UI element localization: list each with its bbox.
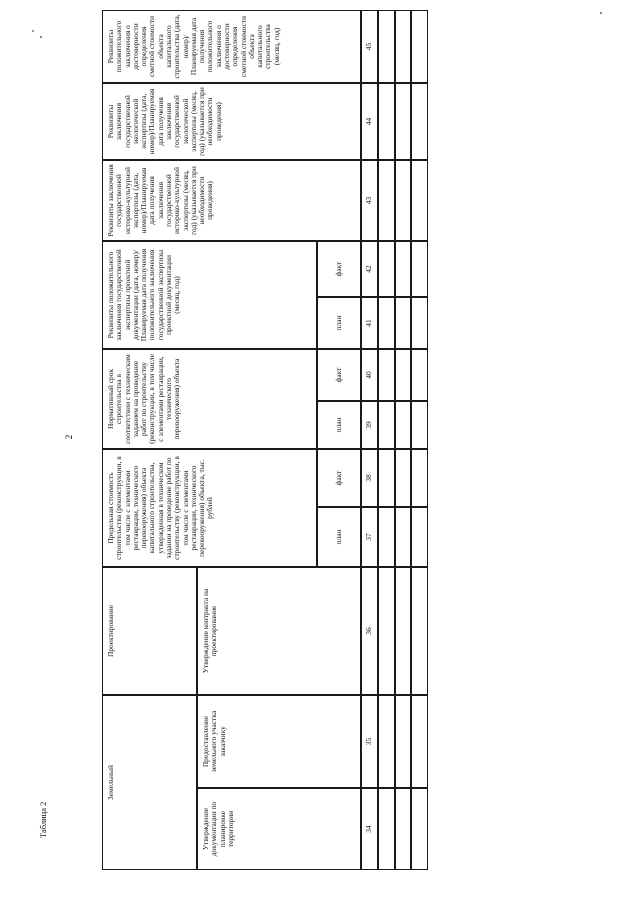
scan-speck bbox=[600, 12, 602, 14]
table-cell-empty bbox=[395, 10, 412, 83]
header-limit-cost: Предельная стоимость строительства (реконструкции, в том числе с элементами реставрации, технического перевооружения) объекта капитального строительства, утвержденная в техническом задании на проведение работ по строительству (реконструкции, в том числе с элементами реставрации, технического перевооружения) объекта, тыс. рублей bbox=[102, 449, 317, 567]
table-cell-empty bbox=[378, 160, 395, 241]
table-cell-empty bbox=[395, 297, 412, 349]
table-cell-empty bbox=[411, 160, 428, 241]
page-number: 2 bbox=[64, 434, 74, 440]
results-table bbox=[102, 10, 428, 870]
column-number: 39 bbox=[361, 401, 378, 449]
table-cell-empty bbox=[411, 695, 428, 788]
table-cell-empty bbox=[395, 567, 412, 695]
subheader-fact: факт bbox=[317, 241, 361, 297]
table-cell-empty bbox=[395, 788, 412, 870]
header-design: Проектирование bbox=[102, 567, 197, 695]
column-number: 42 bbox=[361, 241, 378, 297]
subheader-plan: план bbox=[317, 507, 361, 567]
header-ecological-expertise: Реквизиты заключения государственной экологической экспертизы (дата, номер)/Планируемая дата получения заключения государственной экологической экспертизы (месяц, год) (указывается при необходимости проведения) bbox=[102, 83, 361, 160]
table-cell-empty bbox=[395, 241, 412, 297]
subheader-fact: факт bbox=[317, 449, 361, 507]
table-cell-empty bbox=[378, 449, 395, 507]
column-number: 38 bbox=[361, 449, 378, 507]
table-cell-empty bbox=[378, 10, 395, 83]
table-cell-empty bbox=[411, 83, 428, 160]
table-cell-empty bbox=[378, 297, 395, 349]
column-number: 44 bbox=[361, 83, 378, 160]
table-cell-empty bbox=[395, 449, 412, 507]
column-number: 35 bbox=[361, 695, 378, 788]
column-number: 43 bbox=[361, 160, 378, 241]
table-cell-empty bbox=[378, 695, 395, 788]
column-number: 34 bbox=[361, 788, 378, 870]
header-land-plot: Земельный bbox=[102, 695, 197, 870]
subheader-plan: план bbox=[317, 297, 361, 349]
column-number: 40 bbox=[361, 349, 378, 401]
table-cell-empty bbox=[411, 449, 428, 507]
table-cell-empty bbox=[395, 401, 412, 449]
table-cell-empty bbox=[411, 241, 428, 297]
table-cell-empty bbox=[411, 10, 428, 83]
table-cell-empty bbox=[411, 788, 428, 870]
header-historical-expertise: Реквизиты заключения государственной историко-культурной экспертизы (дата, номер)/Планируемая дата получения заключения государственной историко-культурной экспертизы (месяц, год) (указывается при необходимости проведения) bbox=[102, 160, 361, 241]
header-project-docs-expertise: Реквизиты положительного заключения государственной экспертизы проектной документации (дата, номер)/Планируемая дата получения положительного заключения государственной экспертизы проектной документации (месяц, год) bbox=[102, 241, 317, 349]
subheader-fact: факт bbox=[317, 349, 361, 401]
table-cell-empty bbox=[411, 401, 428, 449]
column-number: 45 bbox=[361, 10, 378, 83]
header-normative-term: Нормативный срок строительства в соответствии с техническим заданием на проведение работ по строительству (реконструкции, в том числе с элементами реставрации, технического перевооружения) объекта bbox=[102, 349, 317, 449]
table-cell-empty bbox=[411, 567, 428, 695]
table-cell-empty bbox=[378, 567, 395, 695]
table-cell-empty bbox=[411, 349, 428, 401]
column-number: 37 bbox=[361, 507, 378, 567]
table-cell-empty bbox=[411, 507, 428, 567]
subheader-land-provision: Предоставление земельного участка заказчику bbox=[197, 695, 361, 788]
table-cell-empty bbox=[378, 507, 395, 567]
table-cell-empty bbox=[395, 160, 412, 241]
table-cell-empty bbox=[395, 507, 412, 567]
subheader-contract-approval: Утверждение контракта на проектирование bbox=[197, 567, 361, 695]
table-cell-empty bbox=[395, 695, 412, 788]
column-number: 36 bbox=[361, 567, 378, 695]
table-cell-empty bbox=[378, 241, 395, 297]
table-cell-empty bbox=[395, 349, 412, 401]
table-cell-empty bbox=[378, 83, 395, 160]
subheader-plan: план bbox=[317, 401, 361, 449]
table-caption: Таблица 2 bbox=[38, 801, 48, 838]
scan-speck bbox=[40, 36, 42, 38]
table-cell-empty bbox=[395, 83, 412, 160]
table-cell-empty bbox=[378, 788, 395, 870]
table-cell-empty bbox=[411, 297, 428, 349]
column-number: 41 bbox=[361, 297, 378, 349]
table-cell-empty bbox=[378, 349, 395, 401]
subheader-territory-docs: Утверждение документации по планировке территории bbox=[197, 788, 361, 870]
table-cell-empty bbox=[378, 401, 395, 449]
header-cost-reliability: Реквизиты положительного заключения о достоверности определения сметной стоимости объекта капитального строительства (дата, номер)/Планируемая дата получения положительного заключения о достоверности определения сметной стоимости объекта капитального строительства (месяц, год) bbox=[102, 10, 361, 83]
scan-speck bbox=[32, 30, 34, 32]
